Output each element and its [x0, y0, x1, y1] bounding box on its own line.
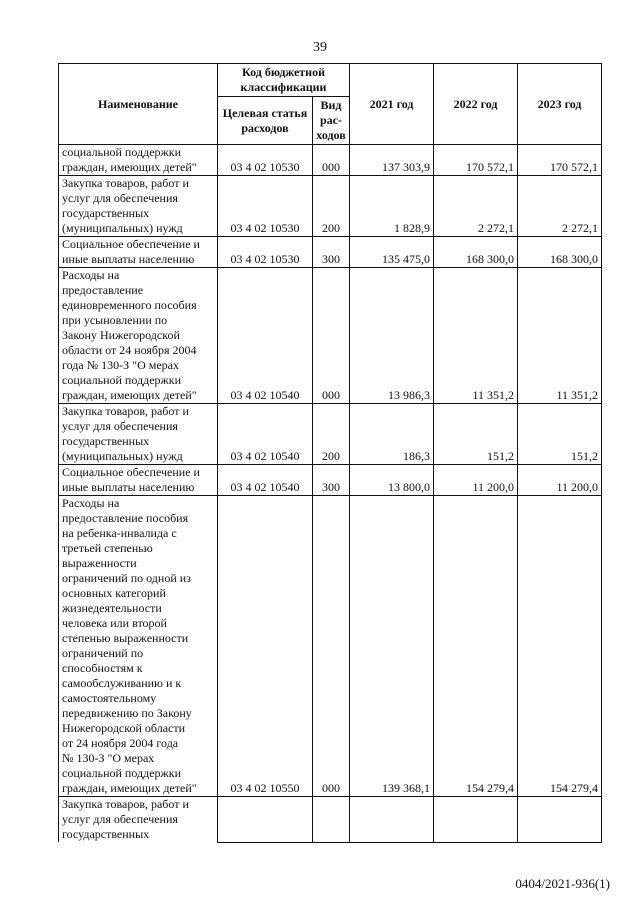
row-target-article: 03 4 02 10530 [218, 237, 313, 268]
row-2023: 154 279,4 [518, 496, 602, 797]
row-name: Закупка товаров, работ и услуг для обеспечения государственных [59, 797, 218, 843]
row-target-article [218, 797, 313, 843]
row-target-article: 03 4 02 10540 [218, 465, 313, 496]
row-2022 [434, 797, 518, 843]
row-target-article: 03 4 02 10540 [218, 268, 313, 404]
row-2021: 13 800,0 [350, 465, 434, 496]
row-2023: 170 572,1 [518, 145, 602, 176]
row-expense-kind [313, 797, 350, 843]
row-expense-kind: 000 [313, 496, 350, 797]
table-row [59, 176, 602, 237]
header-2022: 2022 год [434, 64, 518, 145]
row-target-article: 03 4 02 10530 [218, 145, 313, 176]
row-2022: 11 200,0 [434, 465, 518, 496]
row-name: Расходы на предоставление пособия на ребенка-инвалида с третьей степенью выраженности ограничений по одной из основных категорий жизнедеятельности человека или второй степенью выраженности ограничений по способностям к самообслуживанию и к самостоятельному передвижению по Закону Нижегородской области от 24 ноября 2004 года № 130-З "О мерах социальной поддержки граждан, имеющих детей" [59, 496, 218, 797]
header-2021: 2021 год [350, 64, 434, 145]
row-2022: 168 300,0 [434, 237, 518, 268]
table-row [59, 496, 602, 797]
row-2023: 151,2 [518, 404, 602, 465]
table-row [59, 237, 602, 268]
table-row [59, 797, 602, 843]
table-row [59, 268, 602, 404]
row-expense-kind: 000 [313, 268, 350, 404]
row-2023: 168 300,0 [518, 237, 602, 268]
row-expense-kind: 200 [313, 404, 350, 465]
row-2021: 139 368,1 [350, 496, 434, 797]
table-row [59, 404, 602, 465]
row-2023: 2 272,1 [518, 176, 602, 237]
budget-table [58, 63, 602, 843]
header-expense-kind: Вид рас-ходов [313, 97, 350, 145]
header-code-group: Код бюджетной классификации [218, 64, 350, 97]
row-2021 [350, 797, 434, 843]
table-row [59, 465, 602, 496]
row-2021: 137 303,9 [350, 145, 434, 176]
row-name: Социальное обеспечение и иные выплаты населению [59, 237, 218, 268]
table-row [59, 145, 602, 176]
page-number: 39 [313, 40, 327, 55]
row-2022: 170 572,1 [434, 145, 518, 176]
row-name: Социальное обеспечение и иные выплаты населению [59, 465, 218, 496]
row-2022: 11 351,2 [434, 268, 518, 404]
row-target-article: 03 4 02 10530 [218, 176, 313, 237]
row-2021: 1 828,9 [350, 176, 434, 237]
row-2023 [518, 797, 602, 843]
row-2022: 151,2 [434, 404, 518, 465]
row-name: Закупка товаров, работ и услуг для обеспечения государственных (муниципальных) нужд [59, 176, 218, 237]
row-2021: 13 986,3 [350, 268, 434, 404]
row-2021: 135 475,0 [350, 237, 434, 268]
row-2023: 11 351,2 [518, 268, 602, 404]
row-name: социальной поддержки граждан, имеющих детей" [59, 145, 218, 176]
row-target-article: 03 4 02 10540 [218, 404, 313, 465]
row-target-article: 03 4 02 10550 [218, 496, 313, 797]
row-expense-kind: 300 [313, 237, 350, 268]
row-expense-kind: 300 [313, 465, 350, 496]
row-2022: 2 272,1 [434, 176, 518, 237]
row-expense-kind: 000 [313, 145, 350, 176]
header-name: Наименование [59, 64, 218, 145]
row-2023: 11 200,0 [518, 465, 602, 496]
row-2021: 186,3 [350, 404, 434, 465]
row-name: Расходы на предоставление единовременного пособия при усыновлении по Закону Нижегородской области от 24 ноября 2004 года № 130-З "О мерах социальной поддержки граждан, имеющих детей" [59, 268, 218, 404]
row-name: Закупка товаров, работ и услуг для обеспечения государственных (муниципальных) нужд [59, 404, 218, 465]
header-target-article: Целевая статья расходов [218, 97, 313, 145]
row-2022: 154 279,4 [434, 496, 518, 797]
row-expense-kind: 200 [313, 176, 350, 237]
document-number: 0404/2021-936(1) [515, 876, 610, 891]
header-2023: 2023 год [518, 64, 602, 145]
